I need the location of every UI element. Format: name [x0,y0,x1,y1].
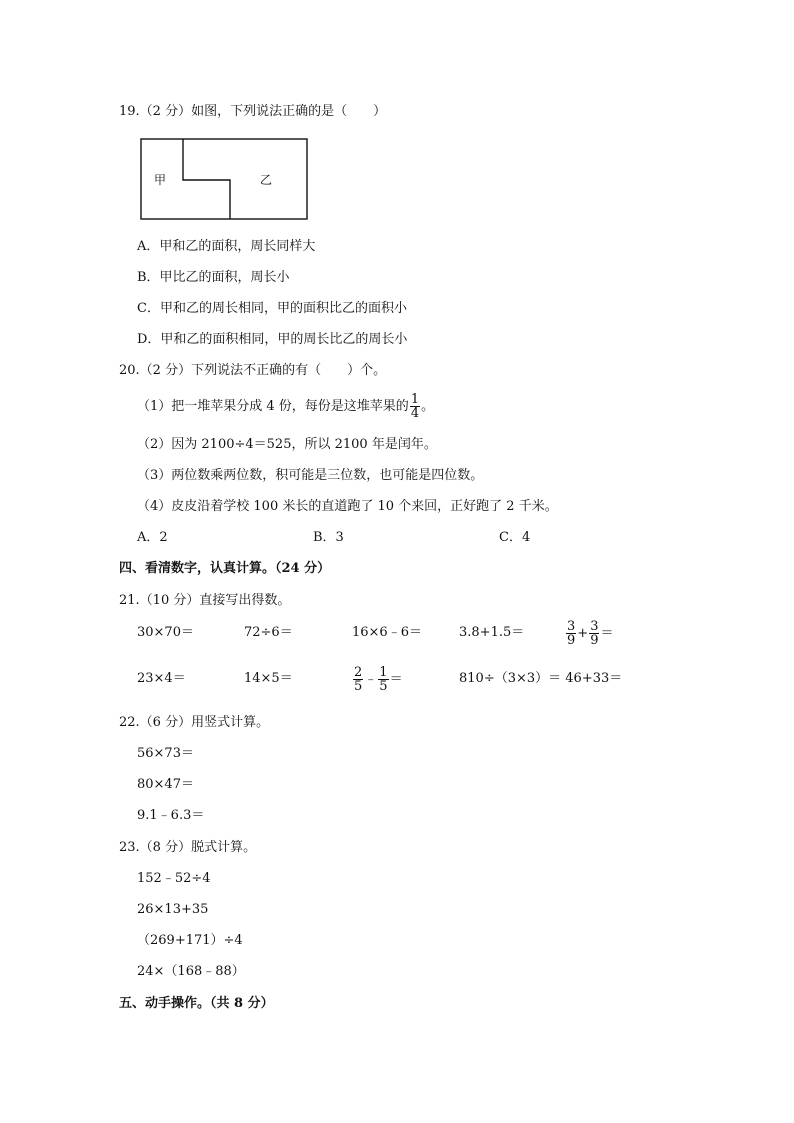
q23-item: 152﹣52÷4 [137,871,211,886]
fraction-numerator: 2 [354,665,363,680]
q22-stem: 22.（6 分）用竖式计算。 [119,715,270,730]
fraction [566,620,576,647]
figure-divider-line [183,139,230,219]
fraction-numerator: 3 [590,619,599,634]
fraction-denominator: 9 [567,633,576,648]
q21-item: 23×4＝ [137,671,186,686]
q20-s1-end: 。 [421,399,435,414]
q21-item: 16×6﹣6＝ [352,625,422,640]
fraction-numerator: 1 [379,665,388,680]
q20-s1-fraction [410,393,420,420]
q19-option-a: A．甲和乙的面积，周长同样大 [137,239,316,254]
q19-option-d: D．甲和乙的面积相同，甲的周长比乙的周长小 [137,332,408,347]
q21-stem: 21.（10 分）直接写出得数。 [119,593,291,608]
q22-item: 80×47＝ [137,777,194,792]
q21-fraction-sum [565,620,613,647]
q20-option-a: A．2 [137,530,168,545]
fraction-denominator: 5 [379,679,388,694]
figure-label-jia: 甲 [154,173,167,187]
q20-option-c: C．4 [499,530,531,545]
q23-item: （269+171）÷4 [137,933,243,948]
operator: + [577,626,589,641]
q19-option-c: C．甲和乙的周长相同，甲的面积比乙的面积小 [137,301,407,316]
equals: ＝ [389,672,403,687]
fraction [353,666,363,693]
equals: ＝ [600,626,614,641]
q20-s1-text: （1）把一堆苹果分成 4 份，每份是这堆苹果的 [137,399,409,414]
q20-statement-4: （4）皮皮沿着学校 100 米长的直道跑了 10 个来回，正好跑了 2 千米。 [137,499,558,514]
q23-item: 26×13+35 [137,902,209,917]
q20-statement-3: （3）两位数乘两位数，积可能是三位数，也可能是四位数。 [137,468,484,483]
q20-statement-2: （2）因为 2100÷4＝525，所以 2100 年是闰年。 [137,437,437,452]
q21-item: 30×70＝ [137,625,194,640]
q20-option-b: B．3 [313,530,344,545]
fraction [378,666,388,693]
figure-label-yi: 乙 [260,173,273,187]
q21-item: 810÷（3×3）＝ 46+33＝ [459,671,623,686]
q19-figure [140,138,310,222]
fraction-numerator: 1 [410,392,420,407]
operator: ﹣ [364,672,378,687]
section-4-heading: 四、看清数字，认真计算。（24 分） [119,561,331,576]
q19-option-b: B．甲比乙的面积，周长小 [137,270,290,285]
q22-item: 56×73＝ [137,746,194,761]
q23-item: 24×（168﹣88） [137,964,245,979]
fraction [589,620,599,647]
q20-stem: 20.（2 分）下列说法不正确的有（ ）个。 [119,363,387,378]
fraction-denominator: 4 [410,406,420,421]
q23-stem: 23.（8 分）脱式计算。 [119,840,257,855]
q21-item: 72÷6＝ [244,625,293,640]
section-5-heading: 五、动手操作。（共 8 分） [119,996,274,1011]
fraction-denominator: 5 [354,679,363,694]
q21-item: 3.8+1.5＝ [459,625,525,640]
q22-item: 9.1﹣6.3＝ [137,808,205,823]
q21-item: 14×5＝ [244,671,293,686]
q21-fraction-diff [352,666,403,693]
fraction-numerator: 3 [567,619,576,634]
q19-stem: 19.（2 分）如图，下列说法正确的是（ ） [119,104,387,119]
q20-statement-1 [137,393,434,420]
fraction-denominator: 9 [590,633,599,648]
